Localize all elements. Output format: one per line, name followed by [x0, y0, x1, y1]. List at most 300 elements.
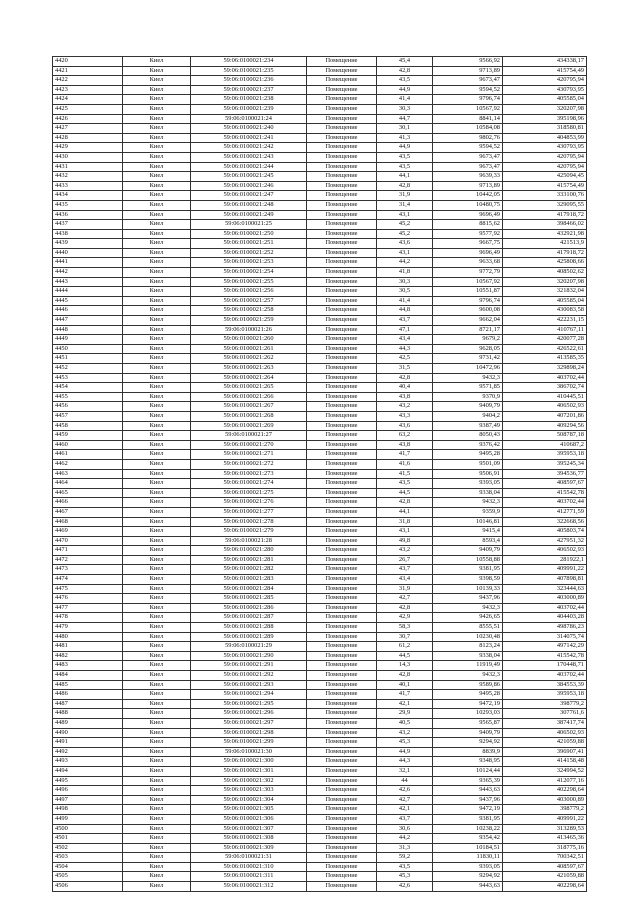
cadastral-value-cell: 405585,04	[503, 296, 587, 306]
table-row	[53, 248, 587, 258]
cadastral-value-cell: 398779,2	[503, 805, 587, 815]
area-cell: 43,8	[377, 440, 433, 450]
settlement-cell: Киел	[123, 795, 191, 805]
table-row	[53, 834, 587, 844]
table-row	[53, 805, 587, 815]
cadastral-number-cell: 59:06:0100021:277	[191, 507, 307, 517]
area-cell: 45,2	[377, 220, 433, 230]
cadastral-value-cell: 395953,18	[503, 450, 587, 460]
settlement-cell: Киел	[123, 546, 191, 556]
cadastral-number-cell: 59:06:0100021:284	[191, 584, 307, 594]
object-type-cell: Помещение	[307, 728, 377, 738]
row-number-cell: 4477	[53, 603, 123, 613]
row-number-cell: 4427	[53, 124, 123, 134]
settlement-cell: Киел	[123, 824, 191, 834]
table-row	[53, 565, 587, 575]
unit-value-cell: 9577,92	[433, 229, 503, 239]
row-number-cell: 4428	[53, 133, 123, 143]
unit-value-cell: 9393,05	[433, 862, 503, 872]
settlement-cell: Киел	[123, 316, 191, 326]
row-number-cell: 4504	[53, 862, 123, 872]
cadastral-number-cell: 59:06:0100021:258	[191, 306, 307, 316]
object-type-cell: Помещение	[307, 671, 377, 681]
cadastral-number-cell: 59:06:0100021:256	[191, 287, 307, 297]
cadastral-number-cell: 59:06:0100021:257	[191, 296, 307, 306]
row-number-cell: 4485	[53, 680, 123, 690]
cadastral-value-cell: 408502,62	[503, 268, 587, 278]
row-number-cell: 4502	[53, 843, 123, 853]
row-number-cell: 4442	[53, 268, 123, 278]
table-row	[53, 632, 587, 642]
cadastral-value-cell: 406502,93	[503, 402, 587, 412]
cadastral-number-cell: 59:06:0100021:312	[191, 882, 307, 892]
cadastral-number-cell: 59:06:0100021:300	[191, 757, 307, 767]
unit-value-cell: 10567,92	[433, 277, 503, 287]
area-cell: 43,6	[377, 239, 433, 249]
settlement-cell: Киел	[123, 843, 191, 853]
row-number-cell: 4457	[53, 411, 123, 421]
cadastral-number-cell: 59:06:0100021:297	[191, 718, 307, 728]
settlement-cell: Киел	[123, 85, 191, 95]
area-cell: 43,5	[377, 479, 433, 489]
cadastral-number-cell: 59:06:0100021:272	[191, 459, 307, 469]
row-number-cell: 4476	[53, 594, 123, 604]
area-cell: 43,7	[377, 316, 433, 326]
unit-value-cell: 9495,28	[433, 690, 503, 700]
table-row	[53, 421, 587, 431]
row-number-cell: 4454	[53, 383, 123, 393]
object-type-cell: Помещение	[307, 162, 377, 172]
settlement-cell: Киел	[123, 344, 191, 354]
cadastral-number-cell: 59:06:0100021:279	[191, 527, 307, 537]
table-row	[53, 191, 587, 201]
cadastral-value-cell: 403702,44	[503, 603, 587, 613]
settlement-cell: Киел	[123, 709, 191, 719]
area-cell: 41,4	[377, 296, 433, 306]
object-type-cell: Помещение	[307, 776, 377, 786]
row-number-cell: 4437	[53, 220, 123, 230]
cadastral-number-cell: 59:06:0100021:281	[191, 555, 307, 565]
settlement-cell: Киел	[123, 76, 191, 86]
table-row	[53, 325, 587, 335]
object-type-cell: Помещение	[307, 152, 377, 162]
object-type-cell: Помещение	[307, 699, 377, 709]
cadastral-value-cell: 421059,88	[503, 872, 587, 882]
unit-value-cell: 9472,19	[433, 805, 503, 815]
settlement-cell: Киел	[123, 383, 191, 393]
cadastral-number-cell: 59:06:0100021:304	[191, 795, 307, 805]
object-type-cell: Помещение	[307, 814, 377, 824]
object-type-cell: Помещение	[307, 325, 377, 335]
row-number-cell: 4459	[53, 431, 123, 441]
cadastral-number-cell: 59:06:0100021:273	[191, 469, 307, 479]
settlement-cell: Киел	[123, 277, 191, 287]
settlement-cell: Киел	[123, 373, 191, 383]
object-type-cell: Помещение	[307, 527, 377, 537]
settlement-cell: Киел	[123, 440, 191, 450]
cadastral-value-cell: 403000,89	[503, 795, 587, 805]
object-type-cell: Помещение	[307, 383, 377, 393]
unit-value-cell: 9472,19	[433, 699, 503, 709]
row-number-cell: 4429	[53, 143, 123, 153]
cadastral-number-cell: 59:06:0100021:247	[191, 191, 307, 201]
unit-value-cell: 10139,33	[433, 584, 503, 594]
object-type-cell: Помещение	[307, 862, 377, 872]
cadastral-value-cell: 323444,63	[503, 584, 587, 594]
area-cell: 42,8	[377, 66, 433, 76]
object-type-cell: Помещение	[307, 757, 377, 767]
cadastral-value-cell: 430793,95	[503, 85, 587, 95]
unit-value-cell: 9354,42	[433, 834, 503, 844]
settlement-cell: Киел	[123, 651, 191, 661]
object-type-cell: Помещение	[307, 766, 377, 776]
cadastral-value-table	[52, 56, 587, 892]
unit-value-cell: 9432,3	[433, 671, 503, 681]
unit-value-cell: 9432,3	[433, 498, 503, 508]
cadastral-number-cell: 59:06:0100021:25	[191, 220, 307, 230]
area-cell: 44,1	[377, 172, 433, 182]
unit-value-cell: 8555,51	[433, 623, 503, 633]
area-cell: 43,1	[377, 248, 433, 258]
object-type-cell: Помещение	[307, 143, 377, 153]
cadastral-value-cell: 324994,52	[503, 766, 587, 776]
object-type-cell: Помещение	[307, 287, 377, 297]
settlement-cell: Киел	[123, 66, 191, 76]
object-type-cell: Помещение	[307, 268, 377, 278]
settlement-cell: Киел	[123, 728, 191, 738]
cadastral-value-cell: 386702,74	[503, 383, 587, 393]
row-number-cell: 4472	[53, 555, 123, 565]
object-type-cell: Помещение	[307, 853, 377, 863]
row-number-cell: 4458	[53, 421, 123, 431]
cadastral-value-cell: 405585,04	[503, 95, 587, 105]
unit-value-cell: 9679,2	[433, 335, 503, 345]
table-row	[53, 229, 587, 239]
row-number-cell: 4462	[53, 459, 123, 469]
table-row	[53, 603, 587, 613]
row-number-cell: 4489	[53, 718, 123, 728]
cadastral-value-cell: 415754,49	[503, 66, 587, 76]
area-cell: 44,2	[377, 834, 433, 844]
cadastral-number-cell: 59:06:0100021:236	[191, 76, 307, 86]
area-cell: 58,3	[377, 623, 433, 633]
settlement-cell: Киел	[123, 738, 191, 748]
cadastral-number-cell: 59:06:0100021:271	[191, 450, 307, 460]
cadastral-value-cell: 403000,89	[503, 594, 587, 604]
row-number-cell: 4484	[53, 671, 123, 681]
row-number-cell: 4497	[53, 795, 123, 805]
cadastral-value-cell: 313289,53	[503, 824, 587, 834]
area-cell: 45,3	[377, 872, 433, 882]
object-type-cell: Помещение	[307, 66, 377, 76]
cadastral-number-cell: 59:06:0100021:237	[191, 85, 307, 95]
object-type-cell: Помещение	[307, 354, 377, 364]
object-type-cell: Помещение	[307, 364, 377, 374]
unit-value-cell: 8839,9	[433, 747, 503, 757]
area-cell: 43,7	[377, 814, 433, 824]
unit-value-cell: 9443,63	[433, 882, 503, 892]
cadastral-value-cell: 417918,72	[503, 210, 587, 220]
cadastral-number-cell: 59:06:0100021:240	[191, 124, 307, 134]
cadastral-value-cell: 322668,56	[503, 517, 587, 527]
settlement-cell: Киел	[123, 392, 191, 402]
area-cell: 44,2	[377, 258, 433, 268]
settlement-cell: Киел	[123, 181, 191, 191]
row-number-cell: 4491	[53, 738, 123, 748]
unit-value-cell: 9565,87	[433, 718, 503, 728]
table-row	[53, 728, 587, 738]
cadastral-number-cell: 59:06:0100021:282	[191, 565, 307, 575]
area-cell: 31,9	[377, 584, 433, 594]
unit-value-cell: 9432,3	[433, 603, 503, 613]
object-type-cell: Помещение	[307, 172, 377, 182]
unit-value-cell: 10146,81	[433, 517, 503, 527]
cadastral-number-cell: 59:06:0100021:253	[191, 258, 307, 268]
table-row	[53, 517, 587, 527]
settlement-cell: Киел	[123, 786, 191, 796]
cadastral-number-cell: 59:06:0100021:245	[191, 172, 307, 182]
settlement-cell: Киел	[123, 834, 191, 844]
cadastral-value-cell: 410767,11	[503, 325, 587, 335]
area-cell: 42,1	[377, 699, 433, 709]
unit-value-cell: 9437,96	[433, 594, 503, 604]
area-cell: 31,5	[377, 364, 433, 374]
object-type-cell: Помещение	[307, 200, 377, 210]
cadastral-value-cell: 409991,22	[503, 814, 587, 824]
settlement-cell: Киел	[123, 479, 191, 489]
settlement-cell: Киел	[123, 162, 191, 172]
row-number-cell: 4486	[53, 690, 123, 700]
object-type-cell: Помещение	[307, 373, 377, 383]
table-row	[53, 498, 587, 508]
object-type-cell: Помещение	[307, 498, 377, 508]
settlement-cell: Киел	[123, 325, 191, 335]
area-cell: 42,8	[377, 181, 433, 191]
table-row	[53, 507, 587, 517]
object-type-cell: Помещение	[307, 747, 377, 757]
row-number-cell: 4467	[53, 507, 123, 517]
row-number-cell: 4466	[53, 498, 123, 508]
area-cell: 31,4	[377, 200, 433, 210]
unit-value-cell: 9589,86	[433, 680, 503, 690]
row-number-cell: 4478	[53, 613, 123, 623]
object-type-cell: Помещение	[307, 575, 377, 585]
cadastral-value-cell: 321832,04	[503, 287, 587, 297]
row-number-cell: 4440	[53, 248, 123, 258]
table-row	[53, 268, 587, 278]
row-number-cell: 4424	[53, 95, 123, 105]
cadastral-value-cell: 425808,66	[503, 258, 587, 268]
settlement-cell: Киел	[123, 872, 191, 882]
object-type-cell: Помещение	[307, 392, 377, 402]
area-cell: 44,1	[377, 507, 433, 517]
cadastral-number-cell: 59:06:0100021:266	[191, 392, 307, 402]
table-row	[53, 718, 587, 728]
cadastral-value-cell: 420795,94	[503, 162, 587, 172]
cadastral-number-cell: 59:06:0100021:311	[191, 872, 307, 882]
cadastral-value-cell: 307761,6	[503, 709, 587, 719]
table-row	[53, 613, 587, 623]
unit-value-cell: 9633,68	[433, 258, 503, 268]
row-number-cell: 4500	[53, 824, 123, 834]
row-number-cell: 4435	[53, 200, 123, 210]
table-row	[53, 85, 587, 95]
unit-value-cell: 9594,52	[433, 143, 503, 153]
unit-value-cell: 11830,11	[433, 853, 503, 863]
cadastral-value-cell: 434338,17	[503, 57, 587, 67]
cadastral-number-cell: 59:06:0100021:310	[191, 862, 307, 872]
row-number-cell: 4426	[53, 114, 123, 124]
row-number-cell: 4470	[53, 536, 123, 546]
cadastral-value-cell: 421059,88	[503, 738, 587, 748]
cadastral-number-cell: 59:06:0100021:286	[191, 603, 307, 613]
row-number-cell: 4453	[53, 373, 123, 383]
unit-value-cell: 9409,79	[433, 402, 503, 412]
row-number-cell: 4481	[53, 642, 123, 652]
cadastral-number-cell: 59:06:0100021:26	[191, 325, 307, 335]
object-type-cell: Помещение	[307, 95, 377, 105]
unit-value-cell: 9662,04	[433, 316, 503, 326]
unit-value-cell: 9365,39	[433, 776, 503, 786]
table-row	[53, 872, 587, 882]
object-type-cell: Помещение	[307, 488, 377, 498]
unit-value-cell: 9495,28	[433, 450, 503, 460]
unit-value-cell: 8721,17	[433, 325, 503, 335]
cadastral-number-cell: 59:06:0100021:299	[191, 738, 307, 748]
table-row	[53, 536, 587, 546]
cadastral-number-cell: 59:06:0100021:275	[191, 488, 307, 498]
cadastral-value-cell: 406502,93	[503, 728, 587, 738]
area-cell: 43,4	[377, 575, 433, 585]
table-row	[53, 172, 587, 182]
row-number-cell: 4436	[53, 210, 123, 220]
object-type-cell: Помещение	[307, 517, 377, 527]
area-cell: 30,7	[377, 632, 433, 642]
cadastral-value-cell: 402298,64	[503, 882, 587, 892]
unit-value-cell: 9673,47	[433, 152, 503, 162]
settlement-cell: Киел	[123, 200, 191, 210]
unit-value-cell: 10472,96	[433, 364, 503, 374]
cadastral-value-cell: 432921,98	[503, 229, 587, 239]
area-cell: 42,9	[377, 613, 433, 623]
table-row	[53, 344, 587, 354]
cadastral-number-cell: 59:06:0100021:305	[191, 805, 307, 815]
unit-value-cell: 8050,43	[433, 431, 503, 441]
row-number-cell: 4461	[53, 450, 123, 460]
object-type-cell: Помещение	[307, 843, 377, 853]
object-type-cell: Помещение	[307, 632, 377, 642]
table-row	[53, 383, 587, 393]
settlement-cell: Киел	[123, 747, 191, 757]
unit-value-cell: 10480,75	[433, 200, 503, 210]
table-row	[53, 181, 587, 191]
object-type-cell: Помещение	[307, 411, 377, 421]
object-type-cell: Помещение	[307, 642, 377, 652]
cadastral-number-cell: 59:06:0100021:27	[191, 431, 307, 441]
area-cell: 43,7	[377, 565, 433, 575]
area-cell: 59,2	[377, 853, 433, 863]
cadastral-value-cell: 395198,96	[503, 114, 587, 124]
cadastral-number-cell: 59:06:0100021:283	[191, 575, 307, 585]
settlement-cell: Киел	[123, 152, 191, 162]
unit-value-cell: 9566,92	[433, 57, 503, 67]
object-type-cell: Помещение	[307, 57, 377, 67]
settlement-cell: Киел	[123, 603, 191, 613]
settlement-cell: Киел	[123, 862, 191, 872]
cadastral-value-cell: 410445,51	[503, 392, 587, 402]
unit-value-cell: 9594,52	[433, 85, 503, 95]
row-number-cell: 4451	[53, 354, 123, 364]
cadastral-number-cell: 59:06:0100021:298	[191, 728, 307, 738]
area-cell: 43,2	[377, 728, 433, 738]
object-type-cell: Помещение	[307, 594, 377, 604]
unit-value-cell: 8815,62	[433, 220, 503, 230]
settlement-cell: Киел	[123, 536, 191, 546]
cadastral-value-cell: 430083,58	[503, 306, 587, 316]
cadastral-value-cell: 413585,35	[503, 354, 587, 364]
table-row	[53, 124, 587, 134]
unit-value-cell: 10184,51	[433, 843, 503, 853]
cadastral-number-cell: 59:06:0100021:285	[191, 594, 307, 604]
table-row	[53, 335, 587, 345]
cadastral-value-cell: 425094,45	[503, 172, 587, 182]
settlement-cell: Киел	[123, 306, 191, 316]
settlement-cell: Киел	[123, 613, 191, 623]
unit-value-cell: 9393,05	[433, 479, 503, 489]
cadastral-value-cell: 398466,02	[503, 220, 587, 230]
settlement-cell: Киел	[123, 57, 191, 67]
area-cell: 43,1	[377, 210, 433, 220]
cadastral-number-cell: 59:06:0100021:239	[191, 104, 307, 114]
cadastral-value-cell: 420795,94	[503, 76, 587, 86]
area-cell: 32,1	[377, 766, 433, 776]
table-row	[53, 786, 587, 796]
object-type-cell: Помещение	[307, 536, 377, 546]
area-cell: 42,8	[377, 671, 433, 681]
object-type-cell: Помещение	[307, 872, 377, 882]
unit-value-cell: 10442,05	[433, 191, 503, 201]
row-number-cell: 4465	[53, 488, 123, 498]
cadastral-value-cell: 406502,93	[503, 546, 587, 556]
unit-value-cell: 9600,08	[433, 306, 503, 316]
row-number-cell: 4505	[53, 872, 123, 882]
unit-value-cell: 9696,49	[433, 248, 503, 258]
area-cell: 40,5	[377, 718, 433, 728]
settlement-cell: Киел	[123, 296, 191, 306]
cadastral-value-cell: 394536,77	[503, 469, 587, 479]
settlement-cell: Киел	[123, 690, 191, 700]
table-row	[53, 594, 587, 604]
cadastral-number-cell: 59:06:0100021:308	[191, 834, 307, 844]
table-row	[53, 882, 587, 892]
table-row	[53, 488, 587, 498]
settlement-cell: Киел	[123, 565, 191, 575]
object-type-cell: Помещение	[307, 469, 377, 479]
cadastral-value-cell: 420795,94	[503, 152, 587, 162]
table-row	[53, 392, 587, 402]
unit-value-cell: 9796,74	[433, 95, 503, 105]
object-type-cell: Помещение	[307, 613, 377, 623]
unit-value-cell: 9571,85	[433, 383, 503, 393]
area-cell: 30,3	[377, 277, 433, 287]
row-number-cell: 4422	[53, 76, 123, 86]
cadastral-number-cell: 59:06:0100021:243	[191, 152, 307, 162]
area-cell: 43,5	[377, 862, 433, 872]
cadastral-number-cell: 59:06:0100021:303	[191, 786, 307, 796]
cadastral-number-cell: 59:06:0100021:309	[191, 843, 307, 853]
area-cell: 42,1	[377, 805, 433, 815]
unit-value-cell: 8841,14	[433, 114, 503, 124]
